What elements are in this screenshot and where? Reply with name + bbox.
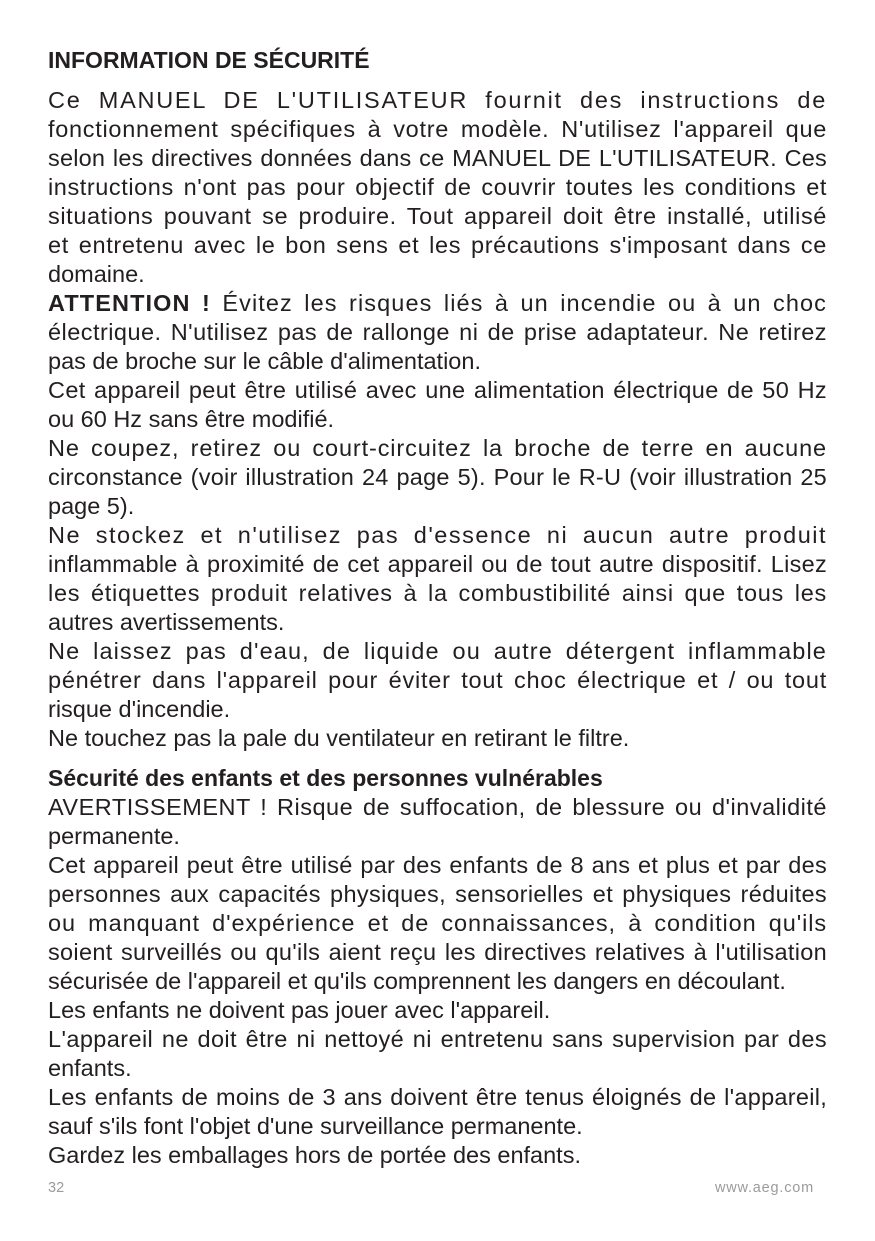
line-text: domaine. xyxy=(48,261,145,287)
line-text: sauf s'ils font l'objet d'une surveillance permanente. xyxy=(48,1113,583,1139)
line-text: Ce MANUEL DE L'UTILISATEUR fournit des instructions de xyxy=(48,87,827,113)
line-text: enfants. xyxy=(48,1055,132,1081)
paragraph-line xyxy=(48,938,827,967)
attention-label: ATTENTION ! xyxy=(48,290,211,316)
line-text: électrique. N'utilisez pas de rallonge ni de prise adaptateur. Ne retirez xyxy=(48,319,827,345)
page-number: 32 xyxy=(48,1180,65,1196)
paragraph-line xyxy=(48,550,827,579)
line-text xyxy=(48,290,827,316)
paragraph-line xyxy=(48,202,827,231)
paragraph-line xyxy=(48,115,827,144)
paragraph-line xyxy=(48,579,827,608)
section-child-safety xyxy=(48,764,827,1170)
paragraph-line xyxy=(48,822,827,851)
paragraph-line xyxy=(48,318,827,347)
line-text: risque d'incendie. xyxy=(48,696,231,722)
paragraph xyxy=(48,434,827,521)
line-text: selon les directives données dans ce MANUEL DE L'UTILISATEUR. Ces xyxy=(48,145,827,171)
paragraph-line xyxy=(48,851,827,880)
paragraph-line xyxy=(48,463,827,492)
paragraph-line xyxy=(48,173,827,202)
paragraph-line xyxy=(48,608,827,637)
line-text: soient surveillés ou qu'ils aient reçu les directives relatives à l'utilisation xyxy=(48,939,827,965)
line-text: instructions n'ont pas pour objectif de couvrir toutes les conditions et xyxy=(48,174,827,200)
paragraph xyxy=(48,1083,827,1141)
line-text: Ne laissez pas d'eau, de liquide ou autre détergent inflammable xyxy=(48,638,827,664)
document-page xyxy=(48,46,827,1170)
line-text: Les enfants ne doivent pas jouer avec l'appareil. xyxy=(48,997,551,1023)
line-text: permanente. xyxy=(48,823,180,849)
paragraph-line xyxy=(48,347,827,376)
paragraph-line xyxy=(48,376,827,405)
paragraph xyxy=(48,1025,827,1083)
line-text: autres avertissements. xyxy=(48,609,285,635)
line-text: L'appareil ne doit être ni nettoyé ni entretenu sans supervision par des xyxy=(48,1026,827,1052)
paragraph-line xyxy=(48,1112,827,1141)
line-text: Ne stockez et n'utilisez pas d'essence ni aucun autre produit xyxy=(48,522,827,548)
line-text: personnes aux capacités physiques, sensorielles et physiques réduites xyxy=(48,881,827,907)
paragraph-line xyxy=(48,492,827,521)
paragraph xyxy=(48,376,827,434)
paragraph-line xyxy=(48,1141,827,1170)
paragraph-line xyxy=(48,793,827,822)
paragraph-line xyxy=(48,1025,827,1054)
paragraph-line xyxy=(48,909,827,938)
website-url: www.aeg.com xyxy=(714,1180,814,1196)
paragraph-line xyxy=(48,724,827,753)
page-footer xyxy=(48,1178,814,1198)
paragraph-line xyxy=(48,880,827,909)
paragraph xyxy=(48,996,827,1025)
line-text: situations pouvant se produire. Tout appareil doit être installé, utilisé xyxy=(48,203,827,229)
paragraph xyxy=(48,637,827,724)
line-text: les étiquettes produit relatives à la combustibilité ainsi que tous les xyxy=(48,580,827,606)
paragraph-attention xyxy=(48,289,827,376)
line-text: Les enfants de moins de 3 ans doivent être tenus éloignés de l'appareil, xyxy=(48,1084,827,1110)
paragraph xyxy=(48,521,827,637)
paragraph-line xyxy=(48,144,827,173)
line-text: AVERTISSEMENT ! Risque de suffocation, de blessure ou d'invalidité xyxy=(48,794,827,820)
line-text: Cet appareil peut être utilisé avec une alimentation électrique de 50 Hz xyxy=(48,377,827,403)
paragraph xyxy=(48,86,827,289)
paragraph-line xyxy=(48,86,827,115)
line-text: pénétrer dans l'appareil pour éviter tout choc électrique et / ou tout xyxy=(48,667,827,693)
line-text: Ne touchez pas la pale du ventilateur en retirant le filtre. xyxy=(48,725,630,751)
paragraph-line xyxy=(48,405,827,434)
paragraph-line xyxy=(48,231,827,260)
line-text: ou manquant d'expérience et de connaissances, à condition qu'ils xyxy=(48,910,827,936)
paragraph xyxy=(48,724,827,753)
paragraph-line xyxy=(48,967,827,996)
line-text: circonstance (voir illustration 24 page 5). Pour le R-U (voir illustration 25 xyxy=(48,464,827,490)
line-text: Cet appareil peut être utilisé par des enfants de 8 ans et plus et par des xyxy=(48,852,827,878)
paragraph-line xyxy=(48,695,827,724)
line-text: inflammable à proximité de cet appareil ou de tout autre dispositif. Lisez xyxy=(48,551,827,577)
line-text: Gardez les emballages hors de portée des enfants. xyxy=(48,1142,581,1168)
paragraph-line xyxy=(48,666,827,695)
section-heading: Sécurité des enfants et des personnes vulnérables xyxy=(48,765,603,791)
line-text: Ne coupez, retirez ou court-circuitez la broche de terre en aucune xyxy=(48,435,827,461)
line-text: et entretenu avec le bon sens et les précautions s'imposant dans ce xyxy=(48,232,827,258)
line-text: ou 60 Hz sans être modifié. xyxy=(48,406,335,432)
section-heading: INFORMATION DE SÉCURITÉ xyxy=(48,47,370,73)
paragraph-line xyxy=(48,1054,827,1083)
line-text: page 5). xyxy=(48,493,135,519)
paragraph-line xyxy=(48,434,827,463)
line-text: fonctionnement spécifiques à votre modèle. N'utilisez l'appareil que xyxy=(48,116,827,142)
paragraph-line xyxy=(48,289,827,318)
paragraph-line xyxy=(48,1083,827,1112)
paragraph-line xyxy=(48,260,827,289)
line-text-body: Évitez les risques liés à un incendie ou à un choc xyxy=(222,290,828,316)
line-text: pas de broche sur le câble d'alimentation. xyxy=(48,348,481,374)
section-safety-information xyxy=(48,46,827,753)
paragraph-line xyxy=(48,637,827,666)
paragraph xyxy=(48,1141,827,1170)
paragraph-line xyxy=(48,996,827,1025)
paragraph xyxy=(48,851,827,996)
paragraph-warning xyxy=(48,793,827,851)
paragraph-line xyxy=(48,521,827,550)
line-text: sécurisée de l'appareil et qu'ils comprennent les dangers en découlant. xyxy=(48,968,786,994)
